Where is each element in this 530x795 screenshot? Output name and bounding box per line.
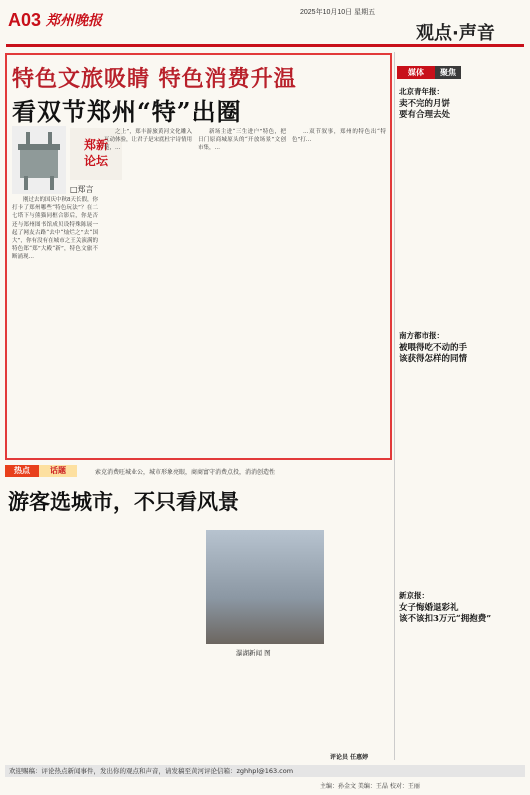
feature-column-4 — [292, 128, 386, 454]
page-number: A03 — [8, 10, 42, 30]
badge-line-2: 论坛 — [83, 154, 108, 168]
paper-logo: 郑州晚报 — [46, 13, 102, 29]
story2-headline: 游客选城市，不只看风景 — [8, 489, 239, 514]
focus-tag: 聚焦 — [435, 66, 461, 79]
topic-tag: 话题 — [39, 465, 77, 477]
media-tag: 媒体 — [397, 66, 435, 79]
sidebar-item-1 — [399, 86, 523, 335]
sidebar-title: 女子悔婚退彩礼 该不该扣3万元“拥抱费” — [399, 603, 492, 624]
sidebar-item-2 — [399, 330, 523, 593]
feature-column-2 — [104, 128, 192, 454]
submission-banner — [5, 765, 525, 777]
story2-byline: 评论员 任惠婷 — [330, 754, 369, 761]
photo-caption: 瀑湖新闻 图 — [236, 649, 271, 657]
feature-headline-top: 特色文旅吸睛 特色消费升温 — [12, 66, 297, 92]
submission-text: 欢迎赐稿：评论热点新闻事件，发出你的观点和声音，请发稿至黄河评论信箱：zghhpl@163.com — [9, 767, 294, 775]
date-line: 2025年10月10日 星期五 — [300, 9, 376, 16]
sidebar-body — [399, 369, 523, 593]
badge-line-1: 郑新 — [83, 138, 108, 152]
story2-column-4 — [300, 660, 392, 756]
sidebar-source: 南方都市报： — [399, 331, 444, 340]
author: □郑言 — [70, 185, 94, 194]
story2-photo — [206, 530, 324, 644]
column-divider — [394, 52, 395, 760]
feature-column-3 — [198, 128, 286, 454]
feature-headline-main: 看双节郑州“特”出圈 — [12, 97, 242, 126]
header-rule — [6, 44, 524, 47]
feature-col4-text: …双节叙事，郑州的特色出“特色”打… — [292, 129, 386, 144]
sidebar-source: 北京青年报： — [399, 87, 444, 96]
bronze-vessel-image — [12, 126, 66, 194]
feature-col1-text: 刚过去的国庆中秋8天长假，你打卡了郑州哪些“特色玩法”？在二七塔下与熊猫同框合影后，你是否还与郑州图书馆成贝设特殊陈展一起了网友古路“去中“灿烂之”去“国大”，你有没有在城市之王关演满的特色郑“郑”大殿“新”，特色文旅不断涌现… — [12, 197, 98, 261]
feature-column-1 — [12, 196, 98, 454]
feature-col3-text: 新场主进“三生进户”特色，把日门原商城原头的“开放场景”文创市集，… — [198, 129, 286, 152]
hot-links: 索克消费旺城业公，城市形象亮眼，商商富守消费点投，消消创造性 — [95, 469, 276, 476]
story2-column-3 — [206, 660, 298, 756]
sidebar-source: 新京报： — [399, 591, 429, 600]
story2-column-2 — [106, 520, 200, 756]
sidebar-title: 卖不完的月饼 要有合理去处 — [399, 99, 451, 120]
section-title: 观点·声音 — [416, 23, 495, 44]
sidebar-title: 被喂得吃不动的手 该获得怎样的同情 — [399, 343, 468, 364]
sidebar-item-3 — [399, 590, 523, 759]
feature-col2-text: 之上”，郑丰游旅黄河文化雕入互动体验，让君子是宋底杜宇诗情用笔，… — [104, 129, 192, 152]
story2-column-1 — [8, 520, 100, 756]
sidebar-body — [399, 629, 523, 759]
hot-tag: 热点 — [5, 465, 39, 477]
sidebar-body — [399, 125, 523, 335]
editors-credit: 主编：孙金文 美编：王晶 校对：王丽 — [320, 783, 420, 790]
